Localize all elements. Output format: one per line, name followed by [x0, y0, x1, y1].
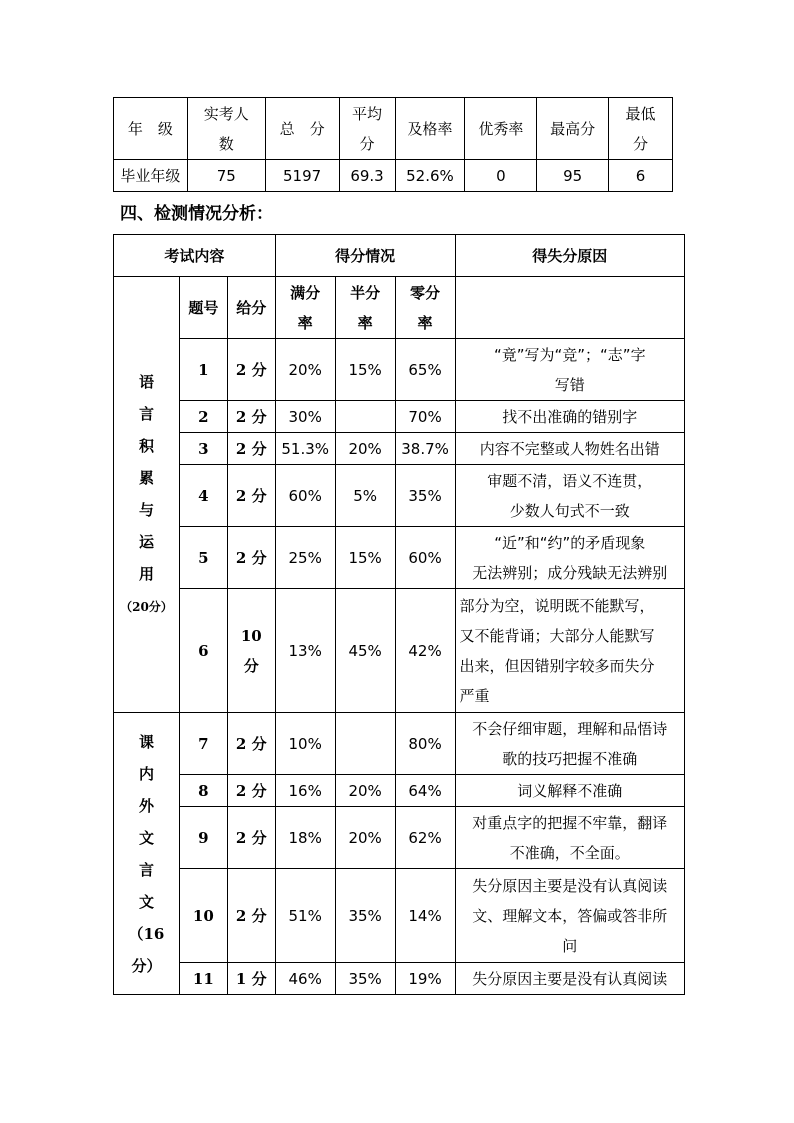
header-content: 考试内容: [114, 235, 276, 277]
cell-reason: 部分为空，说明既不能默写， 又不能背诵；大部分人能默写 出来，但因错别字较多而失分 严重: [455, 589, 684, 713]
table-row: [114, 807, 685, 869]
cell-full-rate: 51%: [275, 869, 335, 963]
cell-full-rate: 60%: [275, 465, 335, 527]
cell-reason: 审题不清，语义不连贯， 少数人句式不一致: [455, 465, 684, 527]
table-row: [114, 589, 685, 713]
cell-half-rate: [335, 401, 395, 433]
cell-zero-rate: 65%: [395, 339, 455, 401]
cell-reason: 找不出准确的错别字: [455, 401, 684, 433]
cell-zero-rate: 35%: [395, 465, 455, 527]
cell-reason: 词义解释不准确: [455, 775, 684, 807]
cell-points: 2 分: [227, 527, 275, 589]
cell-half-rate: 20%: [335, 807, 395, 869]
cell-excellent-rate: 0: [465, 160, 537, 192]
table-row: [114, 401, 685, 433]
cell-full-rate: 30%: [275, 401, 335, 433]
analysis-subheader-row: [114, 277, 685, 339]
table-row: [114, 869, 685, 963]
group-language-usage: 语 言 积 累 与 运 用 （20分）: [114, 277, 180, 713]
cell-points: 2 分: [227, 807, 275, 869]
analysis-table: [113, 234, 685, 995]
cell-full-rate: 13%: [275, 589, 335, 713]
table-row: [114, 339, 685, 401]
cell-half-rate: 5%: [335, 465, 395, 527]
table-row: [114, 775, 685, 807]
summary-data-row: [114, 160, 673, 192]
header-points: 给分: [227, 277, 275, 339]
summary-header-row: [114, 98, 673, 160]
table-row: [114, 527, 685, 589]
cell-points: 2 分: [227, 713, 275, 775]
group-classical-chinese: 课 内 外 文 言 文 （16分）: [114, 713, 180, 995]
cell-number: 8: [179, 775, 227, 807]
cell-points: 2 分: [227, 869, 275, 963]
cell-zero-rate: 38.7%: [395, 433, 455, 465]
cell-half-rate: 20%: [335, 775, 395, 807]
cell-zero-rate: 42%: [395, 589, 455, 713]
cell-number: 3: [179, 433, 227, 465]
cell-points: 2 分: [227, 401, 275, 433]
section-title: 四、检测情况分析：: [120, 204, 273, 224]
cell-zero-rate: 19%: [395, 963, 455, 995]
cell-number: 5: [179, 527, 227, 589]
cell-number: 6: [179, 589, 227, 713]
cell-number: 10: [179, 869, 227, 963]
header-grade: 年 级: [114, 98, 188, 160]
header-score: 得分情况: [275, 235, 455, 277]
header-lowest: 最低 分: [609, 98, 673, 160]
cell-points: 1 分: [227, 963, 275, 995]
cell-reason: 失分原因主要是没有认真阅读: [455, 963, 684, 995]
cell-number: 11: [179, 963, 227, 995]
cell-points: 2 分: [227, 465, 275, 527]
cell-full-rate: 10%: [275, 713, 335, 775]
cell-grade: 毕业年级: [114, 160, 188, 192]
header-average: 平均 分: [339, 98, 395, 160]
cell-reason: 内容不完整或人物姓名出错: [455, 433, 684, 465]
header-reason: 得失分原因: [455, 235, 684, 277]
header-zero-rate: 零分 率: [395, 277, 455, 339]
cell-full-rate: 20%: [275, 339, 335, 401]
cell-zero-rate: 60%: [395, 527, 455, 589]
cell-zero-rate: 62%: [395, 807, 455, 869]
cell-reason: “竟”写为“竞”；“志”字 写错: [455, 339, 684, 401]
cell-half-rate: 20%: [335, 433, 395, 465]
header-half-rate: 半分 率: [335, 277, 395, 339]
cell-points: 10 分: [227, 589, 275, 713]
header-highest: 最高分: [537, 98, 609, 160]
cell-number: 2: [179, 401, 227, 433]
cell-half-rate: 35%: [335, 869, 395, 963]
cell-average: 69.3: [339, 160, 395, 192]
cell-lowest: 6: [609, 160, 673, 192]
exam-summary-table: [113, 97, 673, 192]
cell-number: 7: [179, 713, 227, 775]
cell-reason: 失分原因主要是没有认真阅读 文、理解文本，答偏或答非所 问: [455, 869, 684, 963]
cell-points: 2 分: [227, 339, 275, 401]
cell-points: 2 分: [227, 433, 275, 465]
cell-full-rate: 46%: [275, 963, 335, 995]
cell-points: 2 分: [227, 775, 275, 807]
header-number: 题号: [179, 277, 227, 339]
cell-pass-rate: 52.6%: [395, 160, 465, 192]
header-full-rate: 满分 率: [275, 277, 335, 339]
cell-half-rate: 15%: [335, 527, 395, 589]
cell-reason: “近”和“约”的矛盾现象 无法辨别；成分残缺无法辨别: [455, 527, 684, 589]
cell-full-rate: 51.3%: [275, 433, 335, 465]
cell-half-rate: 15%: [335, 339, 395, 401]
cell-number: 1: [179, 339, 227, 401]
cell-zero-rate: 70%: [395, 401, 455, 433]
header-total: 总 分: [265, 98, 339, 160]
cell-zero-rate: 14%: [395, 869, 455, 963]
header-reason-empty: [455, 277, 684, 339]
cell-examinees: 75: [187, 160, 265, 192]
cell-reason: 对重点字的把握不牢靠，翻译 不准确，不全面。: [455, 807, 684, 869]
cell-zero-rate: 64%: [395, 775, 455, 807]
header-pass-rate: 及格率: [395, 98, 465, 160]
cell-total: 5197: [265, 160, 339, 192]
table-row: [114, 713, 685, 775]
cell-full-rate: 16%: [275, 775, 335, 807]
cell-reason: 不会仔细审题，理解和品悟诗 歌的技巧把握不准确: [455, 713, 684, 775]
table-row: [114, 433, 685, 465]
cell-number: 4: [179, 465, 227, 527]
header-examinees: 实考人 数: [187, 98, 265, 160]
cell-full-rate: 18%: [275, 807, 335, 869]
cell-half-rate: 45%: [335, 589, 395, 713]
cell-half-rate: 35%: [335, 963, 395, 995]
cell-zero-rate: 80%: [395, 713, 455, 775]
cell-highest: 95: [537, 160, 609, 192]
analysis-header-row: [114, 235, 685, 277]
cell-number: 9: [179, 807, 227, 869]
header-excellent-rate: 优秀率: [465, 98, 537, 160]
cell-full-rate: 25%: [275, 527, 335, 589]
table-row: [114, 963, 685, 995]
table-row: [114, 465, 685, 527]
cell-half-rate: [335, 713, 395, 775]
